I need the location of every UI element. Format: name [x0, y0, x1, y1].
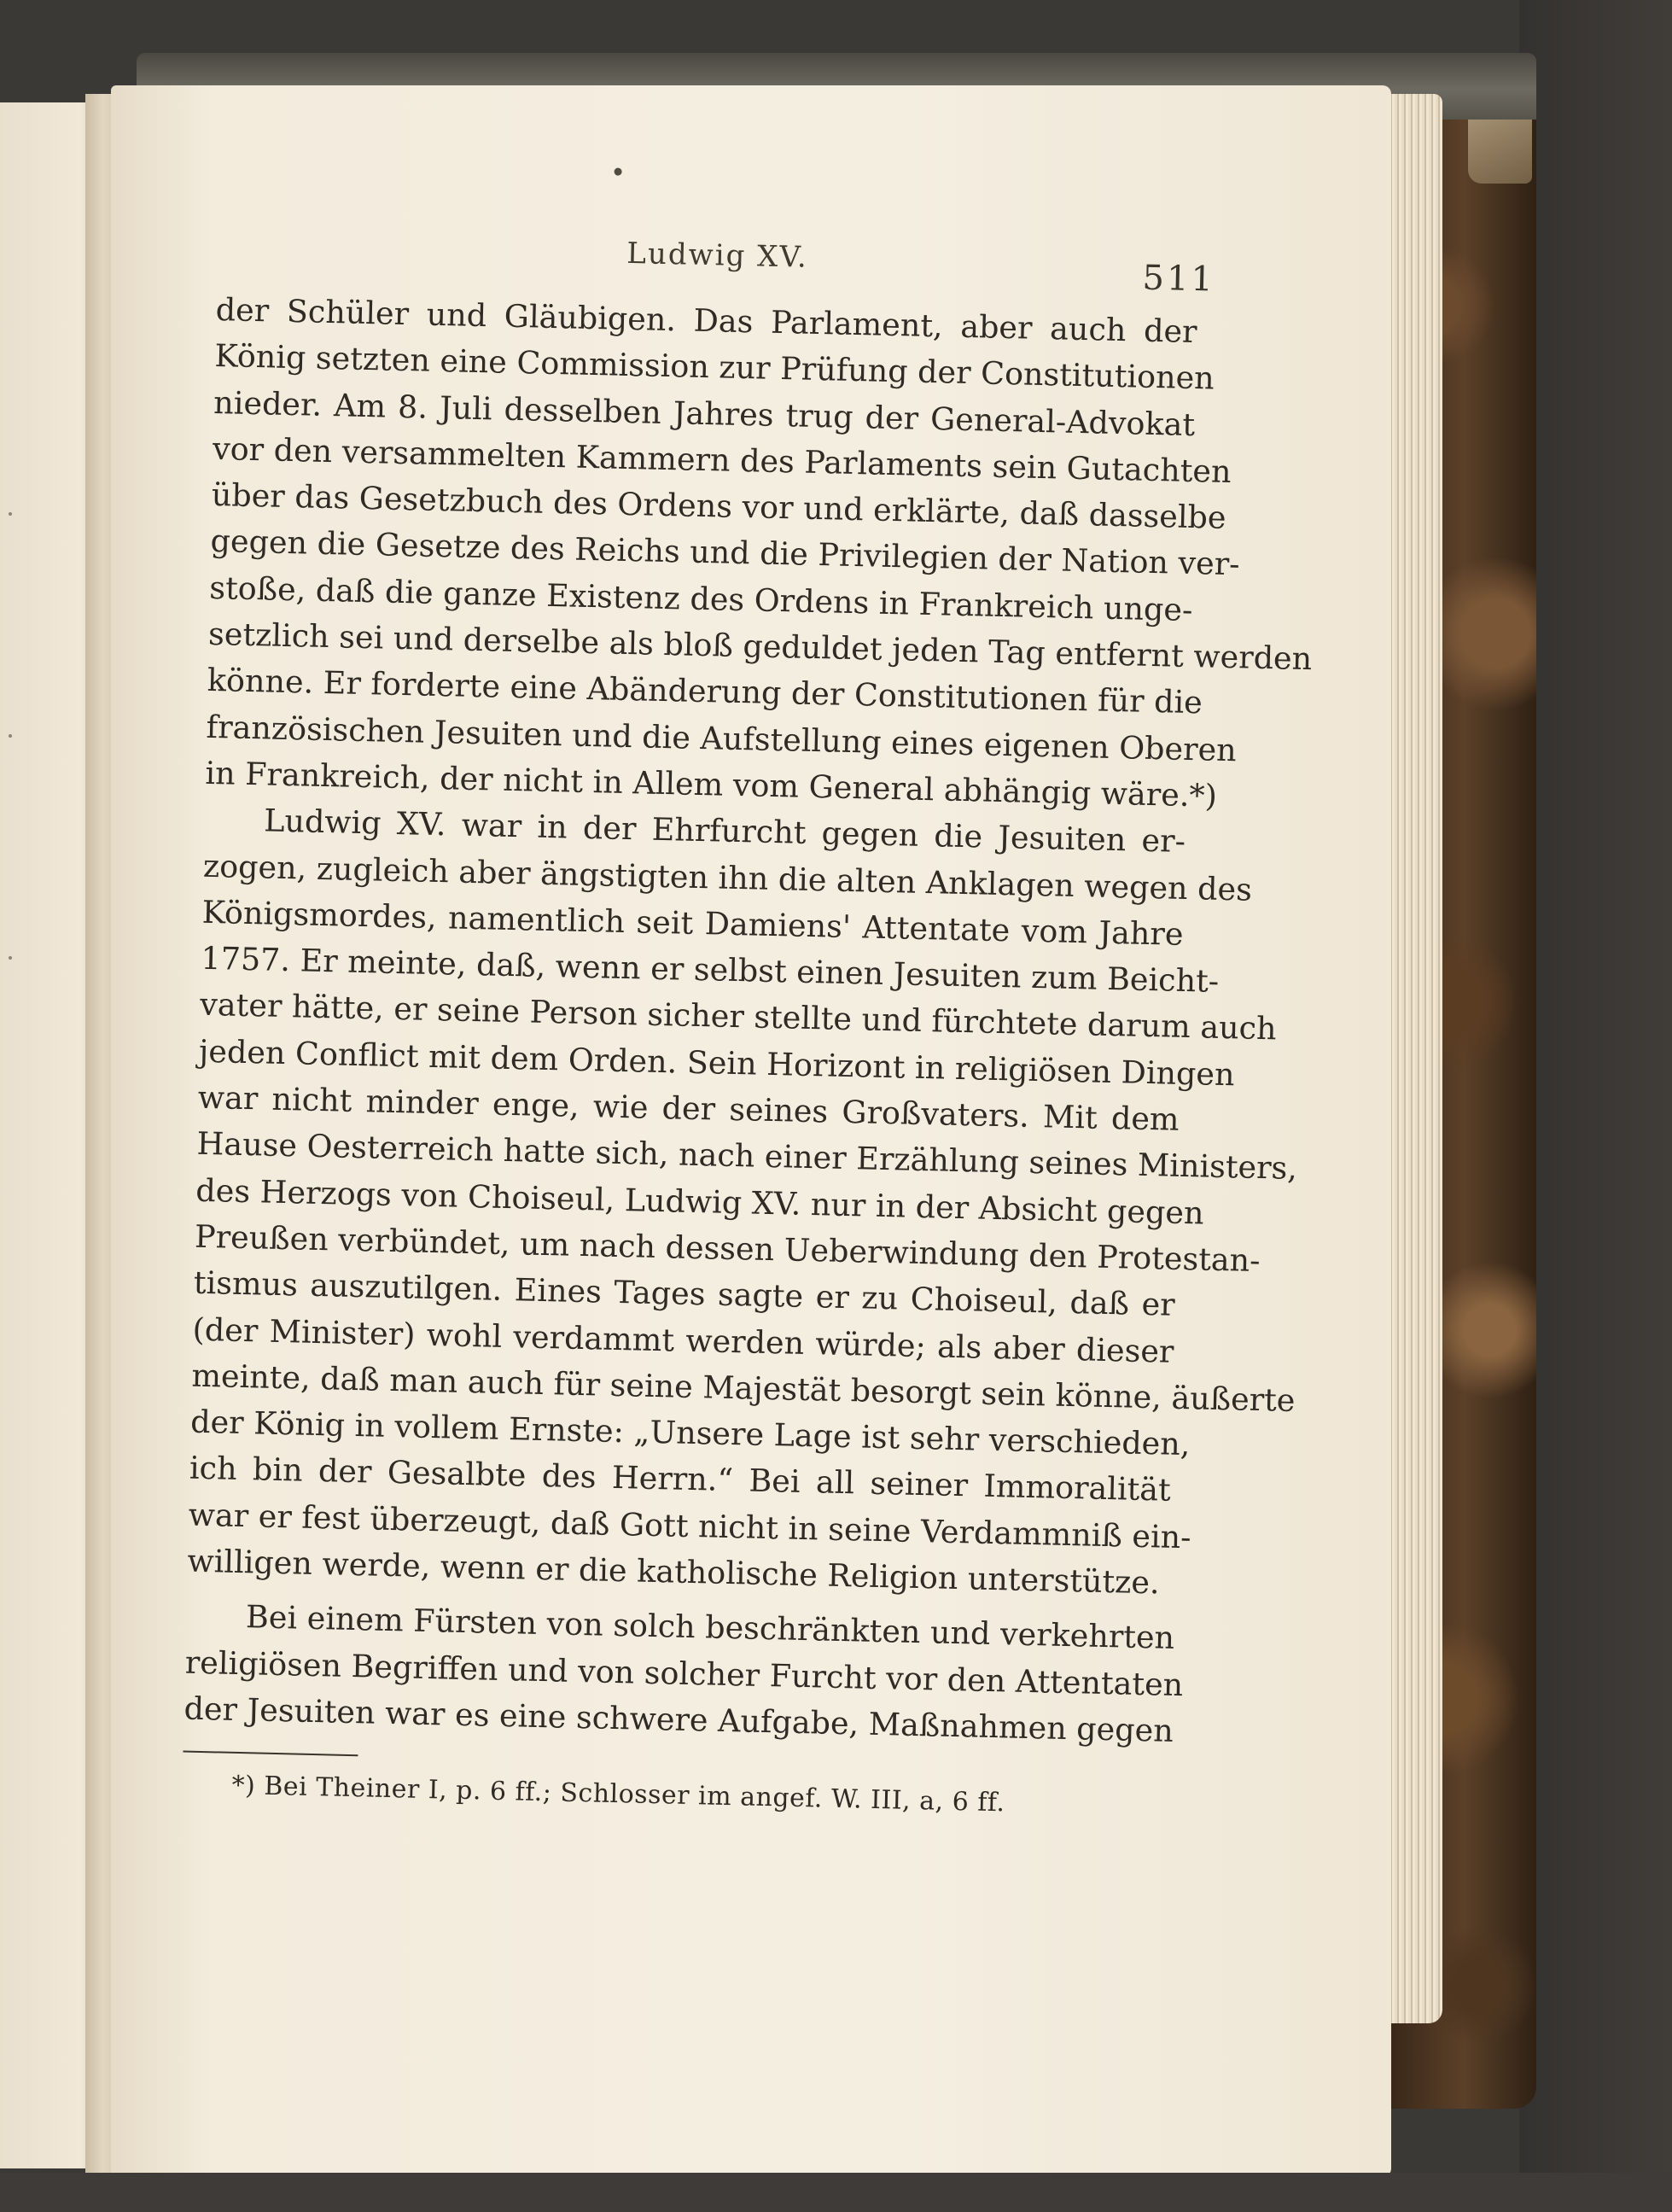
text-line: meinte, daß man auch für seine Majestät besorgt sein könne, äußerte	[190, 1357, 1296, 1419]
text-line: vater hätte, er seine Person sicher stellte und fürchtete darum auch	[199, 986, 1278, 1048]
text-line: Königsmordes, namentlich seit Damiens' Attentate vom Jahre	[201, 893, 1184, 953]
ink-speck	[9, 734, 12, 738]
text-line: König setzten eine Commission zur Prüfung der Constitutionen	[214, 337, 1215, 397]
footnote-separator	[183, 1751, 358, 1757]
text-line: der Schüler und Gläubigen. Das Parlament, aber auch der	[215, 290, 1198, 351]
paragraph-3	[184, 1593, 1184, 1754]
paragraph-2	[187, 797, 1298, 1607]
text-line: jeden Conflict mit dem Orden. Sein Horizont in religiösen Dingen	[198, 1032, 1236, 1094]
text-line: der König in vollem Ernste: „Unsere Lage ist sehr verschieden,	[189, 1403, 1191, 1463]
text-line: französischen Jesuiten und die Aufstellung eines eigenen Oberen	[206, 708, 1238, 768]
text-line: setzlich sei und derselbe als bloß geduldet jeden Tag entfernt werden	[207, 615, 1313, 678]
text-line: gegen die Gesetze des Reichs und die Privilegien der Nation ver-	[210, 522, 1241, 583]
text-line: in Frankreich, der nicht in Allem vom General abhängig wäre.*)	[205, 754, 1218, 814]
paragraph-1	[205, 287, 1313, 819]
running-head: Ludwig XV.	[626, 236, 809, 275]
page-number: 511	[1142, 258, 1216, 300]
text-line: willigen werde, wenn er die katholische Religion unterstütze.	[187, 1542, 1161, 1602]
text-line: des Herzogs von Choiseul, Ludwig XV. nur in der Absicht gegen	[195, 1171, 1204, 1232]
text-line: zogen, zugleich aber ängstigten ihn die alten Anklagen wegen des	[202, 847, 1253, 908]
text-line: Bei einem Fürsten von solch beschränkten und verkehrten	[245, 1598, 1175, 1657]
text-line: der Jesuiten war es eine schwere Aufgabe, Maßnahmen gegen	[184, 1690, 1174, 1749]
left-page-bleed-marks	[9, 512, 17, 1024]
page-content	[182, 227, 1313, 1822]
text-line: Preußen verbündet, um nach dessen Ueberwindung den Protestan-	[194, 1217, 1261, 1279]
text-line: religiösen Begriffen und von solcher Furcht vor den Attentaten	[184, 1643, 1184, 1703]
ink-speck	[9, 956, 12, 960]
text-line: (der Minister) wohl verdammt werden würde; als aber dieser	[192, 1310, 1174, 1370]
text-line: Ludwig XV. war in der Ehrfurcht gegen die Jesuiten er-	[263, 802, 1186, 861]
footnote: *) Bei Theiner I, p. 6 ff.; Schlosser im angef. W. III, a, 6 ff.	[231, 1771, 1005, 1818]
scan-bottom-edge	[0, 2173, 1672, 2212]
text-line: Hause Oesterreich hatte sich, nach einer Erzählung seines Ministers,	[196, 1125, 1298, 1188]
text-line: ich bin der Gesalbte des Herrn.“ Bei all seiner Immoralität	[189, 1450, 1172, 1509]
text-line: 1757. Er meinte, daß, wenn er selbst einen Jesuiten zum Beicht-	[201, 939, 1220, 1000]
background-surface	[1519, 0, 1672, 2212]
text-line: über das Gesetzbuch des Ordens vor und erklärte, daß dasselbe	[211, 476, 1227, 537]
text-line: vor den versammelten Kammern des Parlaments sein Gutachten	[212, 429, 1232, 490]
text-line: tismus auszutilgen. Eines Tages sagte er zu Choiseul, daß er	[193, 1264, 1176, 1324]
text-line: stoße, daß die ganze Existenz des Ordens in Frankreich unge-	[208, 569, 1193, 628]
text-line: könne. Er forderte eine Abänderung der Constitutionen für die	[207, 662, 1203, 721]
text-line: nieder. Am 8. Juli desselben Jahres trug der General-Advokat	[213, 383, 1196, 443]
text-line: war nicht minder enge, wie der seines Großvaters. Mit dem	[197, 1078, 1180, 1138]
ink-speck	[9, 512, 12, 516]
text-line: war er fest überzeugt, daß Gott nicht in seine Verdammniß ein-	[188, 1496, 1192, 1555]
